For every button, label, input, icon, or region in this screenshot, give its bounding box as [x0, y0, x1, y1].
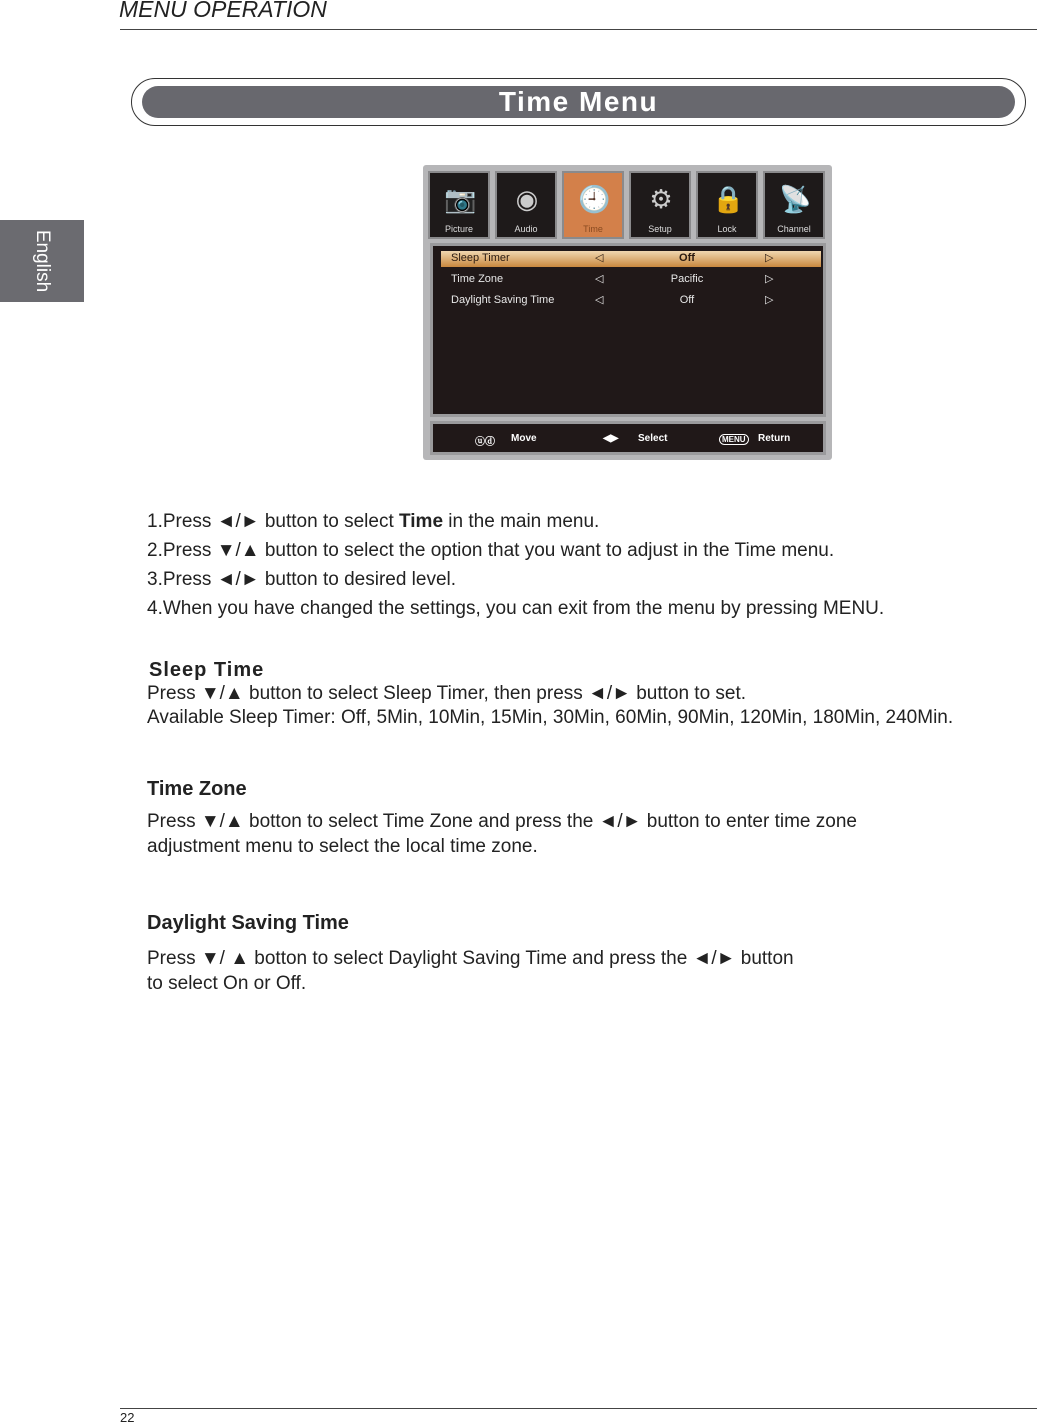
left-arrow-icon: ◁	[595, 252, 604, 264]
left-arrow-icon: ◁	[595, 273, 604, 285]
menu-row-daylight-saving: Daylight Saving Time ◁ Off ▷	[451, 294, 774, 306]
sleep-time-line-2: Available Sleep Timer: Off, 5Min, 10Min, 15Min, 30Min, 60Min, 90Min, 120Min, 180Min, 240Min.	[147, 707, 954, 728]
up-down-icon: ⓤⓓ	[475, 437, 495, 448]
tab-audio: ◉ Audio	[495, 171, 557, 239]
tab-lock: 🔒 Lock	[696, 171, 758, 239]
header-divider	[120, 29, 1037, 30]
lock-icon: 🔒	[712, 184, 745, 214]
daylight-saving-line-1: Press ▼/ ▲ botton to select Daylight Saving Time and press the ◄/► button	[147, 948, 794, 969]
tab-time: 🕘 Time	[562, 171, 624, 239]
menu-panel	[430, 243, 826, 417]
step-4: 4.When you have changed the settings, you can exit from the menu by pressing MENU.	[147, 598, 885, 619]
banner-title: Time Menu	[142, 86, 1015, 118]
time-zone-heading: Time Zone	[147, 778, 247, 800]
section-banner	[131, 78, 1026, 126]
menu-help-bar: ⓤⓓ Move ◀▶ Select MENU Return	[430, 421, 826, 455]
time-zone-line-1: Press ▼/▲ botton to select Time Zone and press the ◄/► button to enter time zone	[147, 811, 857, 832]
sleep-time-heading: Sleep Time	[149, 659, 265, 681]
sleep-time-line-1: Press ▼/▲ button to select Sleep Timer, then press ◄/► button to set.	[147, 683, 747, 704]
step-3: 3.Press ◄/► button to desired level.	[147, 569, 457, 590]
step-2: 2.Press ▼/▲ button to select the option that you want to adjust in the Time menu.	[147, 540, 835, 561]
left-right-icon: ◀▶	[603, 433, 619, 444]
daylight-saving-line-2: to select On or Off.	[147, 973, 307, 994]
footer-divider	[120, 1408, 1037, 1409]
time-zone-line-2: adjustment menu to select the local time zone.	[147, 836, 538, 857]
camera-icon: 📷	[444, 184, 477, 214]
right-arrow-icon: ▷	[765, 294, 774, 306]
right-arrow-icon: ▷	[765, 273, 774, 285]
satellite-icon: 📡	[779, 184, 812, 214]
clock-icon: 🕘	[578, 184, 611, 214]
gear-icon: ⚙	[649, 184, 673, 214]
speaker-icon: ◉	[515, 184, 539, 214]
menu-row-sleep-timer: Sleep Timer ◁ Off ▷	[441, 251, 821, 267]
tab-setup: ⚙ Setup	[629, 171, 691, 239]
page-header: MENU OPERATION	[119, 0, 327, 22]
step-1: 1.Press ◄/► button to select Time in the main menu.	[147, 511, 600, 532]
right-arrow-icon: ▷	[765, 252, 774, 264]
tab-picture: 📷 Picture	[428, 171, 490, 239]
tv-menu-screenshot	[423, 165, 832, 460]
tab-channel: 📡 Channel	[763, 171, 825, 239]
left-arrow-icon: ◁	[595, 294, 604, 306]
menu-key-icon: MENU	[719, 434, 749, 445]
page-number: 22	[120, 1410, 135, 1425]
daylight-saving-heading: Daylight Saving Time	[147, 912, 349, 934]
menu-row-time-zone: Time Zone ◁ Pacific ▷	[451, 273, 774, 285]
language-tab: English	[0, 220, 84, 302]
